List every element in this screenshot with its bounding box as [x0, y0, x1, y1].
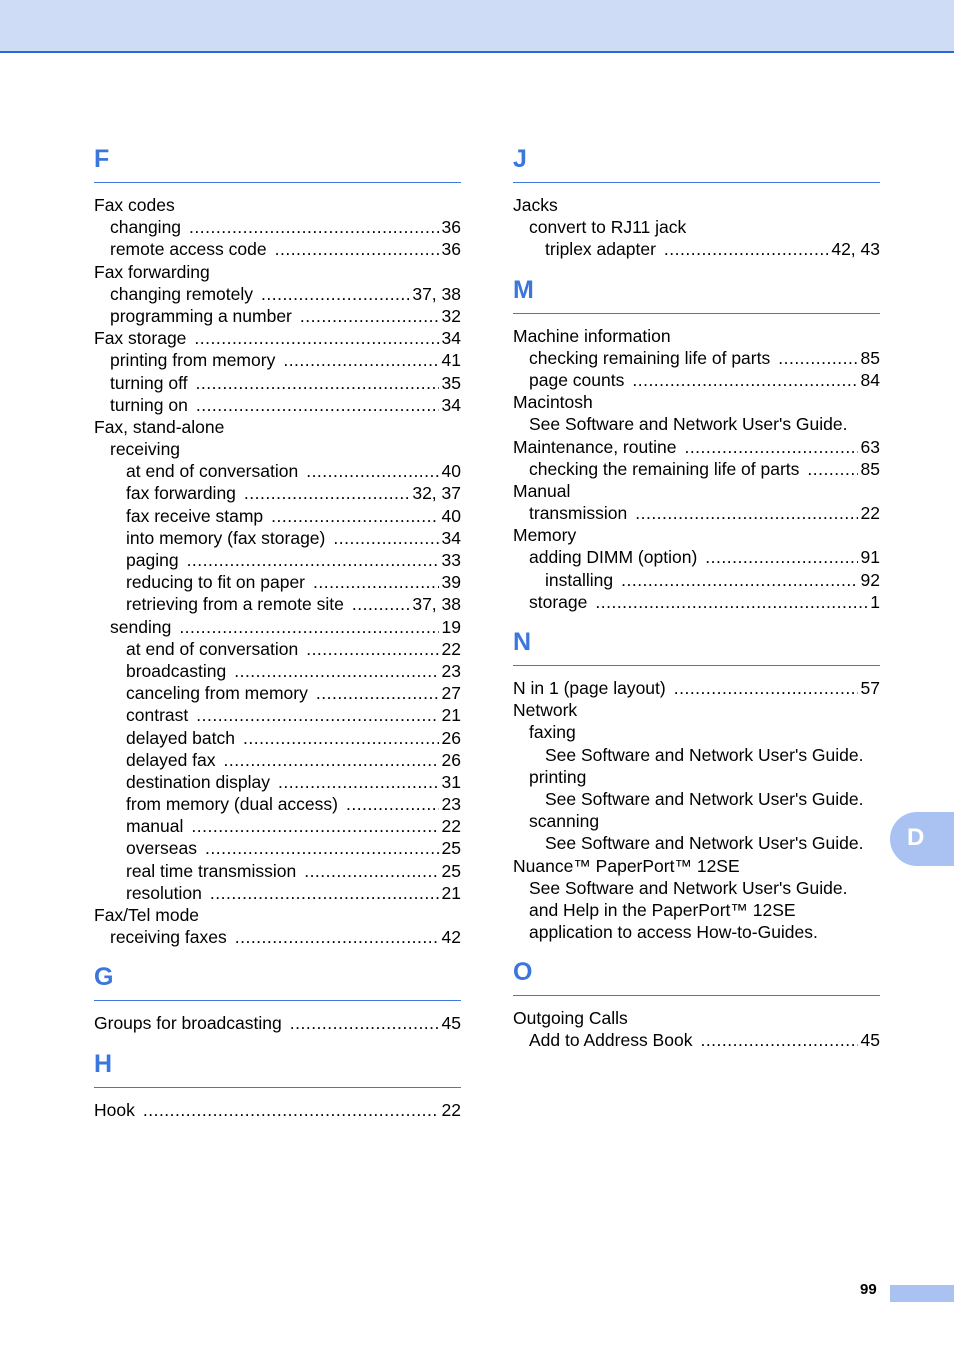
index-term: See Software and Network User's Guide. [529, 877, 848, 898]
index-term: changing [110, 217, 182, 238]
section-heading [94, 958, 461, 1001]
page-reference: 85 [860, 458, 880, 479]
page-reference: 26 [441, 727, 461, 748]
dot-leader [243, 727, 439, 749]
index-term: overseas [126, 838, 198, 859]
dot-leader [684, 436, 857, 458]
index-entry [513, 1029, 880, 1051]
index-entry [513, 216, 880, 238]
index-section-m [513, 271, 880, 613]
index-term: and Help in the PaperPort™ 12SE [529, 899, 796, 920]
index-entry [94, 593, 461, 615]
page-reference: 22 [441, 638, 461, 659]
index-entry [94, 815, 461, 837]
index-term: canceling from memory [126, 683, 308, 704]
index-entry [94, 194, 461, 216]
page-reference: 40 [441, 505, 461, 526]
index-term: checking the remaining life of parts [529, 458, 800, 479]
index-entry [513, 238, 880, 260]
page-reference: 22 [441, 1099, 461, 1120]
index-entry [94, 837, 461, 859]
dot-leader [224, 749, 439, 771]
page-reference: 26 [441, 749, 461, 770]
index-entry [513, 458, 880, 480]
section-letter: G [94, 963, 114, 992]
index-term: faxing [529, 722, 576, 743]
page-reference: 21 [441, 705, 461, 726]
page-reference: 22 [860, 503, 880, 524]
dot-leader [595, 591, 867, 613]
dot-leader [621, 569, 857, 591]
index-entry [513, 766, 880, 788]
index-term: Fax codes [94, 195, 175, 215]
index-term: printing [529, 766, 587, 787]
index-entry [513, 369, 880, 391]
index-entry [94, 771, 461, 793]
dot-leader [196, 704, 438, 726]
index-term: See Software and Network User's Guide. [545, 744, 864, 765]
index-term: delayed fax [126, 749, 216, 770]
page-reference: 34 [441, 527, 461, 548]
index-term: from memory (dual access) [126, 794, 338, 815]
index-term: checking remaining life of parts [529, 347, 771, 368]
dot-leader [316, 682, 439, 704]
dot-leader [632, 369, 857, 391]
index-entry [94, 571, 461, 593]
index-term: turning on [110, 394, 188, 415]
page-number-bar [890, 1285, 954, 1302]
index-entry [513, 325, 880, 347]
page-reference: 33 [441, 550, 461, 570]
index-entry [513, 810, 880, 832]
page-reference: 92 [860, 569, 880, 590]
dot-leader [194, 327, 438, 349]
dot-leader [300, 305, 439, 327]
index-term: transmission [529, 503, 628, 524]
index-term: sending [110, 616, 172, 637]
dot-leader [187, 549, 439, 571]
page-reference: 84 [860, 369, 880, 390]
index-term: See Software and Network User's Guide. [545, 833, 864, 854]
index-entry [94, 416, 461, 438]
index-entry [94, 926, 461, 948]
index-term: page counts [529, 369, 625, 390]
index-term: printing from memory [110, 350, 276, 371]
dot-leader [635, 502, 857, 524]
index-term: Machine information [513, 325, 671, 346]
index-term: convert to RJ11 jack [529, 217, 687, 238]
dot-leader [333, 527, 438, 549]
dot-leader [271, 505, 438, 527]
index-term: fax forwarding [126, 483, 236, 504]
dot-leader [807, 458, 857, 480]
index-entry [513, 347, 880, 369]
section-letter: J [513, 145, 527, 173]
index-entry [513, 591, 880, 613]
index-entry [94, 727, 461, 749]
index-term: into memory (fax storage) [126, 527, 326, 548]
section-letter: M [513, 275, 534, 304]
page-reference: 45 [441, 1013, 461, 1034]
index-entry [94, 682, 461, 704]
index-entry [94, 660, 461, 682]
index-entry [94, 882, 461, 904]
page-reference: 57 [860, 678, 880, 698]
section-letter: F [94, 145, 110, 173]
index-section-g [94, 958, 461, 1034]
section-letter: N [513, 628, 532, 656]
index-entry [94, 527, 461, 549]
index-term: Memory [513, 525, 577, 546]
index-term: Fax forwarding [94, 261, 210, 282]
index-term: Groups for broadcasting [94, 1013, 282, 1034]
index-entry [513, 546, 880, 568]
index-entry [513, 480, 880, 502]
index-term: turning off [110, 372, 188, 393]
page-reference: 35 [441, 372, 461, 393]
index-term: Hook [94, 1099, 135, 1120]
index-section-f [94, 140, 461, 948]
page-reference: 32, 37 [412, 483, 461, 504]
page-reference: 37, 38 [412, 594, 461, 615]
index-entry [94, 1012, 461, 1034]
index-term: Macintosh [513, 392, 593, 413]
page-reference: 37, 38 [412, 283, 461, 304]
page-reference: 36 [441, 217, 461, 238]
index-term: resolution [126, 882, 202, 903]
page-reference: 36 [441, 239, 461, 260]
dot-leader [700, 1029, 857, 1051]
index-term: See Software and Network User's Guide. [545, 788, 864, 809]
page-reference: 25 [441, 838, 461, 859]
index-entry [513, 699, 880, 721]
dot-leader [352, 593, 409, 615]
page-reference: 25 [441, 860, 461, 881]
page-reference: 32 [441, 305, 461, 326]
index-term: triplex adapter [545, 239, 656, 260]
dot-leader [143, 1099, 439, 1121]
index-entry [94, 394, 461, 416]
dot-leader [313, 571, 439, 593]
index-entry [94, 1099, 461, 1121]
dot-leader [196, 372, 439, 394]
section-heading [94, 140, 461, 183]
page-reference: 41 [441, 350, 461, 371]
page-reference: 45 [860, 1030, 880, 1051]
dot-leader [778, 347, 857, 369]
index-term: at end of conversation [126, 638, 299, 659]
index-entry [513, 899, 880, 921]
index-entry [94, 704, 461, 726]
page-reference: 34 [441, 328, 461, 349]
dot-leader [235, 926, 439, 948]
page-reference: 39 [441, 572, 461, 593]
index-entry [94, 549, 461, 571]
index-entry [513, 921, 880, 943]
dot-leader [205, 837, 439, 859]
section-heading [94, 1045, 461, 1088]
index-term: See Software and Network User's Guide. [529, 414, 848, 435]
index-term: installing [545, 569, 614, 590]
index-term: Add to Address Book [529, 1030, 693, 1051]
dot-leader [306, 638, 438, 660]
index-entry [94, 305, 461, 327]
index-entry [94, 327, 461, 349]
section-heading [513, 140, 880, 183]
index-term: receiving [110, 439, 181, 460]
index-term: programming a number [110, 305, 292, 326]
dot-leader [306, 460, 438, 482]
index-term: fax receive stamp [126, 505, 264, 526]
index-term: N in 1 (page layout) [513, 678, 666, 698]
index-section-o [513, 953, 880, 1051]
index-term: Fax, stand-alone [94, 416, 225, 437]
page-reference: 1 [870, 591, 880, 612]
index-entry [513, 877, 880, 899]
index-column-left [94, 140, 461, 1131]
index-term: reducing to fit on paper [126, 572, 306, 593]
dot-leader [304, 860, 438, 882]
index-entry [94, 505, 461, 527]
page-reference: 63 [860, 436, 880, 457]
index-term: real time transmission [126, 860, 297, 881]
index-entry [513, 569, 880, 591]
index-entry [94, 749, 461, 771]
section-letter: O [513, 958, 533, 987]
index-entry [513, 721, 880, 743]
index-entry [513, 744, 880, 766]
page-number: 99 [860, 1281, 877, 1298]
index-entry [94, 349, 461, 371]
page-reference: 34 [441, 394, 461, 415]
index-entry [513, 194, 880, 216]
section-heading [513, 271, 880, 314]
index-entry [94, 860, 461, 882]
index-term: Outgoing Calls [513, 1008, 628, 1029]
index-section-j [513, 140, 880, 261]
index-term: at end of conversation [126, 461, 299, 482]
index-entry [94, 482, 461, 504]
page-reference: 85 [860, 347, 880, 368]
index-section-n [513, 623, 880, 943]
index-entry [94, 616, 461, 638]
index-term: receiving faxes [110, 927, 227, 948]
dot-leader [346, 793, 439, 815]
index-term: Maintenance, routine [513, 436, 677, 457]
index-entry [513, 677, 880, 699]
index-entry [513, 391, 880, 413]
page-reference: 31 [441, 771, 461, 792]
dot-leader [261, 283, 409, 305]
index-entry [513, 1007, 880, 1029]
dot-leader [283, 349, 438, 371]
page-reference: 23 [441, 794, 461, 815]
section-heading [513, 623, 880, 666]
index-entry [94, 283, 461, 305]
index-term: scanning [529, 811, 600, 832]
dot-leader [278, 771, 439, 793]
index-term: Nuance™ PaperPort™ 12SE [513, 855, 740, 876]
dot-leader [705, 546, 857, 568]
index-term: Manual [513, 480, 571, 501]
index-entry [94, 216, 461, 238]
index-entry [513, 832, 880, 854]
index-term: Jacks [513, 195, 558, 215]
page-reference: 19 [441, 616, 461, 637]
index-entry [513, 855, 880, 877]
index-term: changing remotely [110, 283, 253, 304]
index-term: Fax storage [94, 328, 187, 349]
index-term: delayed batch [126, 727, 235, 748]
page-reference: 42 [441, 927, 461, 948]
index-entry [94, 638, 461, 660]
dot-leader [191, 815, 438, 837]
dot-leader [189, 216, 438, 238]
index-column-right [513, 140, 880, 1062]
dot-leader [234, 660, 438, 682]
index-entry [94, 438, 461, 460]
page-reference: 21 [441, 882, 461, 903]
index-term: manual [126, 816, 184, 837]
page-reference: 22 [441, 816, 461, 837]
chapter-tab [890, 812, 954, 866]
section-letter: H [94, 1049, 113, 1078]
index-term: remote access code [110, 239, 267, 260]
index-term: application to access How-to-Guides. [529, 922, 818, 943]
index-term: retrieving from a remote site [126, 594, 344, 615]
index-entry [94, 460, 461, 482]
index-entry [94, 793, 461, 815]
index-entry [94, 372, 461, 394]
index-entry [513, 413, 880, 435]
index-section-h [94, 1045, 461, 1121]
header-band [0, 0, 954, 53]
dot-leader [210, 882, 439, 904]
index-term: Fax/Tel mode [94, 905, 200, 925]
page-reference: 27 [441, 683, 461, 704]
index-entry [513, 436, 880, 458]
page-reference: 91 [860, 547, 880, 568]
dot-leader [275, 238, 439, 260]
index-term: storage [529, 591, 588, 612]
index-term: contrast [126, 705, 189, 726]
index-entry [94, 261, 461, 283]
index-entry [513, 502, 880, 524]
index-term: Network [513, 700, 578, 721]
dot-leader [674, 677, 858, 699]
page-reference: 42, 43 [831, 239, 880, 260]
page-reference: 40 [441, 461, 461, 482]
dot-leader [179, 616, 438, 638]
dot-leader [290, 1012, 439, 1034]
index-term: destination display [126, 771, 270, 792]
index-term: broadcasting [126, 660, 227, 681]
index-entry [513, 788, 880, 810]
page-reference: 23 [441, 660, 461, 681]
dot-leader [196, 394, 439, 416]
index-entry [94, 238, 461, 260]
chapter-tab-label: D [907, 824, 925, 851]
dot-leader [244, 482, 409, 504]
index-entry [513, 524, 880, 546]
dot-leader [664, 238, 828, 260]
section-heading [513, 953, 880, 996]
index-term: paging [126, 550, 179, 570]
index-term: adding DIMM (option) [529, 547, 698, 568]
index-entry [94, 904, 461, 926]
